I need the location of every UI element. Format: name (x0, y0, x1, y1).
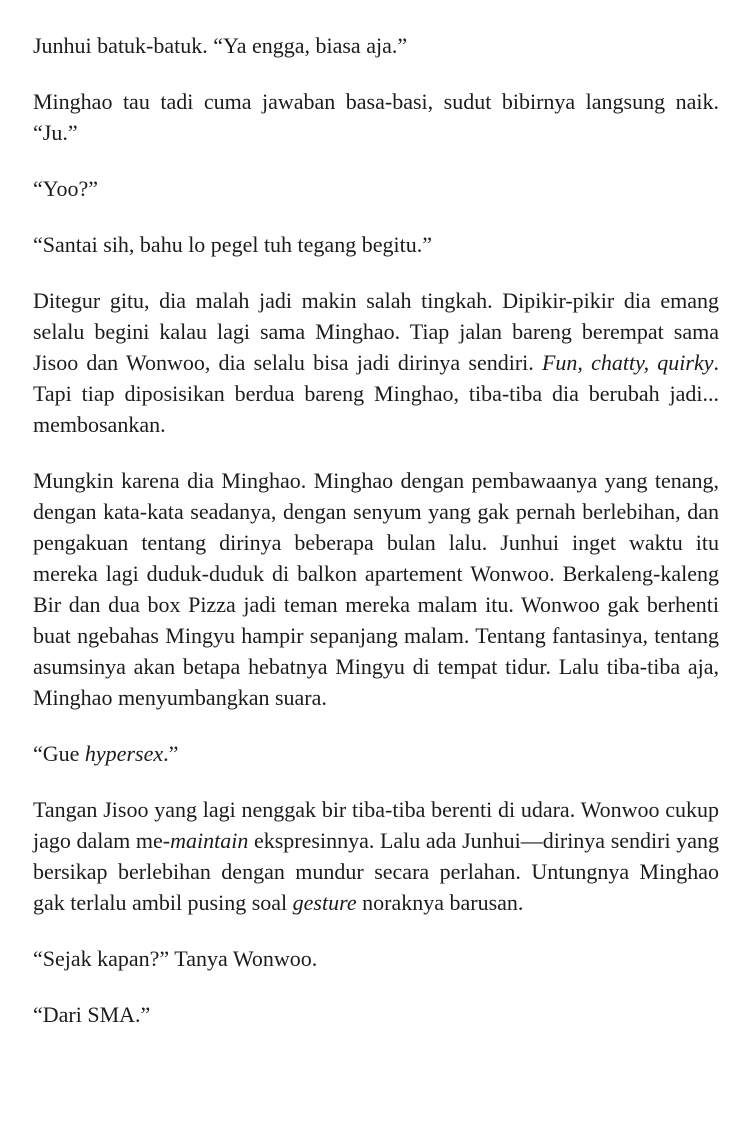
text-segment: Ditegur gitu, dia malah jadi makin salah tingkah. Dipikir-pikir dia emang selalu begini kalau lagi sama Minghao. Tiap jalan bareng berempat sama Jisoo dan Wonwoo, dia selalu bisa jadi dirinya sendiri. (33, 288, 719, 375)
text-segment: noraknya barusan. (356, 890, 524, 915)
italic-segment: maintain (170, 828, 249, 853)
paragraph-6 (33, 465, 719, 713)
paragraph-7 (33, 738, 719, 769)
text-segment: ekspresinnya. Lalu ada Junhui—dirinya sendiri yang bersikap berlebihan dengan mundur secara perlahan. Untungnya Minghao gak terlalu ambil pusing soal (33, 828, 719, 915)
text-segment: “Sejak kapan?” Tanya Wonwoo. (33, 946, 318, 971)
text-segment: Junhui batuk-batuk. “Ya engga, biasa aja.” (33, 33, 408, 58)
italic-segment: Fun, chatty, quirky (541, 350, 714, 375)
paragraph-5 (33, 285, 719, 440)
italic-segment: gesture (292, 890, 357, 915)
paragraph-3 (33, 173, 719, 204)
text-segment: “Dari SMA.” (33, 1002, 151, 1027)
italic-segment: hypersex (84, 741, 164, 766)
text-segment: Tangan Jisoo yang lagi nenggak bir tiba-tiba berenti di udara. Wonwoo cukup jago dalam me- (33, 797, 719, 853)
text-segment: .” (163, 741, 179, 766)
text-segment: “Santai sih, bahu lo pegel tuh tegang begitu.” (33, 232, 432, 257)
text-segment: “Gue (33, 741, 85, 766)
text-segment: “Yoo?” (33, 176, 98, 201)
paragraph-9 (33, 943, 719, 974)
paragraph-8 (33, 794, 719, 918)
text-segment: Minghao tau tadi cuma jawaban basa-basi, sudut bibirnya langsung naik. “Ju.” (33, 89, 719, 145)
paragraph-1 (33, 30, 719, 61)
paragraph-10 (33, 999, 719, 1030)
paragraph-2 (33, 86, 719, 148)
text-segment: . Tapi tiap diposisikan berdua bareng Minghao, tiba-tiba dia berubah jadi... membosankan. (33, 350, 719, 437)
text-segment: Mungkin karena dia Minghao. Minghao dengan pembawaanya yang tenang, dengan kata-kata seadanya, dengan senyum yang gak pernah berlebihan, dan pengakuan tentang dirinya beberapa bulan lalu. Junhui inget waktu itu mereka lagi duduk-duduk di balkon apartement Wonwoo. Berkaleng-kaleng Bir dan dua box Pizza jadi teman mereka malam itu. Wonwoo gak berhenti buat ngebahas Mingyu hampir sepanjang malam. Tentang fantasinya, tentang asumsinya akan betapa hebatnya Mingyu di tempat tidur. Lalu tiba-tiba aja, Minghao menyumbangkan suara. (33, 468, 719, 710)
paragraph-4 (33, 229, 719, 260)
